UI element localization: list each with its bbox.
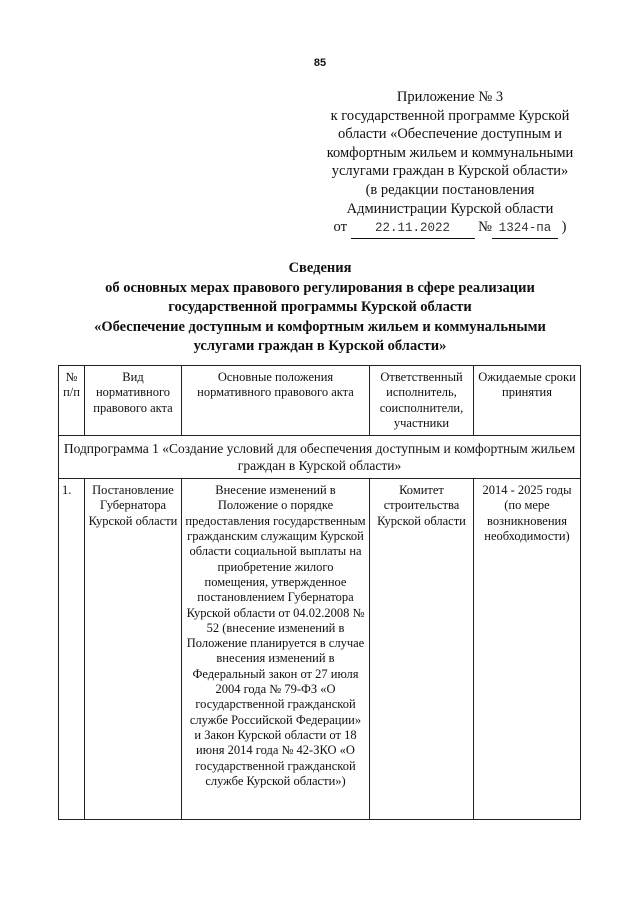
closing-paren: ) [561,219,567,236]
page-number: 85 [313,57,327,69]
document-title [0,259,640,357]
appendix-line: к государственной программе Курской [330,107,570,124]
title-line: Сведения [288,260,352,276]
header-num: № п/п [59,366,85,436]
appendix-line: комфортным жильем и коммунальными [326,144,574,161]
title-line: «Обеспечение доступным и комфортным жильем и коммунальными [94,318,546,335]
title-line: услугами граждан в Курской области» [193,338,447,354]
decree-reference [300,218,600,239]
cell-exec: Комитет строительства Курской области [370,479,474,820]
cell-num: 1. [59,479,85,820]
from-label: от [333,219,347,236]
title-line: государственной программы Курской области [168,299,472,315]
number-label: № [478,219,493,236]
subprogram-title: Подпрограмма 1 «Создание условий для обеспечения доступным и комфортным жильем граждан в Курской области» [59,436,581,479]
title-line: об основных мерах правового регулирования в сфере реализации [105,279,535,296]
header-type: Вид нормативного правового акта [85,366,182,436]
cell-type: Постановление Губернатора Курской области [85,479,182,820]
appendix-line: услугами граждан в Курской области» [331,163,569,180]
appendix-line: Администрации Курской области [346,200,554,217]
decree-date: 22.11.2022 [351,219,475,239]
cell-term: 2014 - 2025 годы (по мере возникновения необходимости) [474,479,581,820]
appendix-line: (в редакции постановления [365,181,535,198]
table-header-row [59,366,581,436]
header-exec: Ответственный исполнитель, соисполнители, участники [370,366,474,436]
header-term: Ожидаемые сроки принятия [474,366,581,436]
table-row [59,479,581,820]
measures-table [58,365,581,820]
decree-number: 1324-па [492,219,558,239]
subprogram-row [59,436,581,479]
appendix-line: Приложение № 3 [396,89,504,105]
header-main: Основные положения нормативного правового акта [182,366,370,436]
appendix-line: области «Обеспечение доступным и [337,126,563,143]
appendix-header [300,88,600,239]
cell-main: Внесение изменений в Положение о порядке предоставления государственным гражданским служащим Курской области социальной выплаты на приобретение жилого помещения, утвержденное постановлением Губернатора Курской области от 04.02.2008 № 52 (внесение изменений в Положение планируется в случае внесения изменений в Федеральный закон от 27 июля 2004 года № 79-ФЗ «О государственной гражданской службе Российской Федерации» и Закон Курской области от 18 июня 2014 года № 42-ЗКО «О государственной гражданской службе Курской области») [182,479,370,820]
